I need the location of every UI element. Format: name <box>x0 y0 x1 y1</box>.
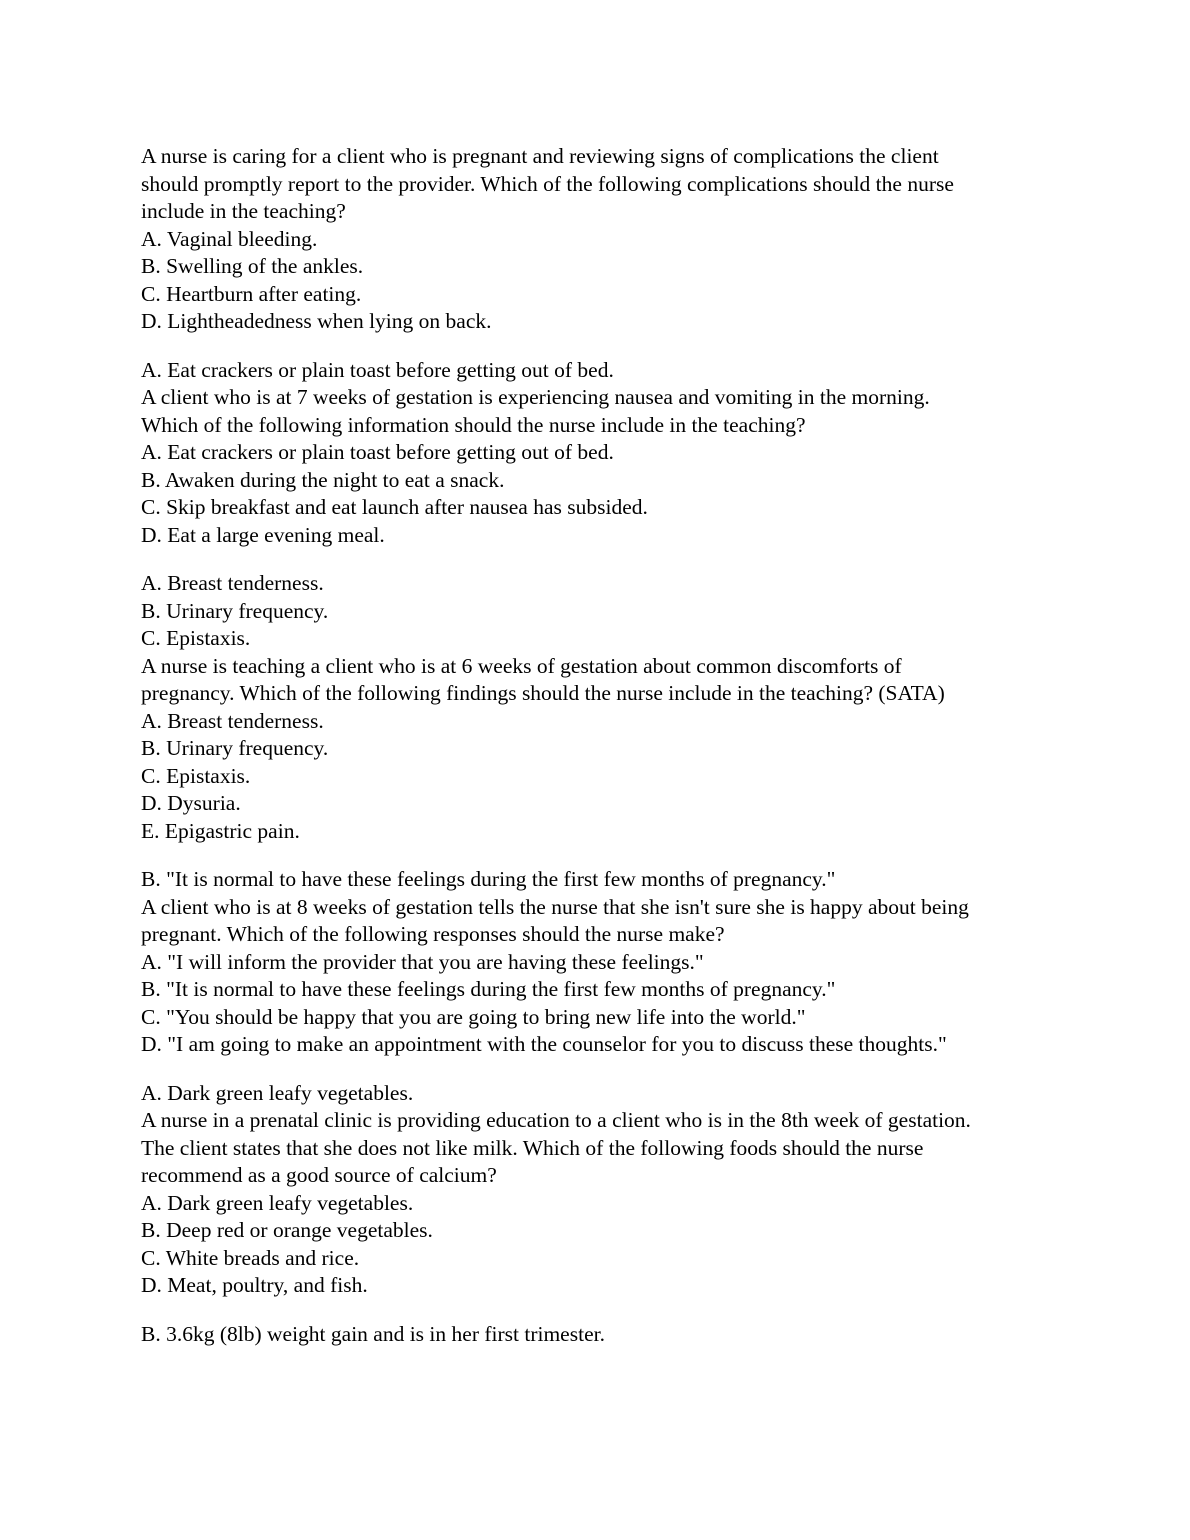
text-line: B. Deep red or orange vegetables. <box>141 1218 433 1242</box>
text-line: D. Eat a large evening meal. <box>141 522 385 547</box>
text-line: C. White breads and rice. <box>141 1245 360 1270</box>
text-line: A. Breast tenderness. <box>141 571 324 595</box>
text-line: recommend as a good source of calcium? <box>141 1163 497 1187</box>
text-line: A client who is at 7 weeks of gestation is experiencing nausea and vomiting in the morning. <box>141 385 930 409</box>
text-line: should promptly report to the provider. Which of the following complications should the nurse <box>141 171 954 196</box>
text-line: Which of the following information should the nurse include in the teaching? <box>141 412 806 437</box>
text-line: pregnant. Which of the following responses should the nurse make? <box>141 922 725 946</box>
text-line: pregnancy. Which of the following findings should the nurse include in the teaching? (SATA) <box>141 681 945 705</box>
text-line: A. Eat crackers or plain toast before getting out of bed. <box>141 440 614 464</box>
text-line: C. Skip breakfast and eat launch after nausea has subsided. <box>141 495 648 519</box>
text-line: D. "I am going to make an appointment with the counselor for you to discuss these thoughts." <box>141 1032 947 1056</box>
text-line: A nurse is caring for a client who is pregnant and reviewing signs of complications the client <box>141 144 939 168</box>
text-line: A. Breast tenderness. <box>141 708 324 733</box>
text-line: B. "It is normal to have these feelings during the first few months of pregnancy." <box>141 977 836 1001</box>
paragraph <box>141 866 1150 1059</box>
text-line: A nurse is teaching a client who is at 6 weeks of gestation about common discomforts of <box>141 653 902 678</box>
text-line: The client states that she does not like milk. Which of the following foods should the nurse <box>141 1135 924 1160</box>
text-line: C. Epistaxis. <box>141 626 251 650</box>
text-line: A nurse in a prenatal clinic is providing education to a client who is in the 8th week of gestation. <box>141 1108 971 1132</box>
paragraph <box>141 143 1150 336</box>
text-line: D. Lightheadedness when lying on back. <box>141 309 492 333</box>
text-line: C. Heartburn after eating. <box>141 281 362 306</box>
paragraph <box>141 357 1150 550</box>
text-line: B. Urinary frequency. <box>141 736 329 760</box>
text-line: A. Dark green leafy vegetables. <box>141 1080 414 1105</box>
paragraph <box>141 1080 1150 1300</box>
text-line: B. Awaken during the night to eat a snack. <box>141 467 505 492</box>
text-line: E. Epigastric pain. <box>141 818 300 843</box>
text-line: A. "I will inform the provider that you are having these feelings." <box>141 949 704 974</box>
text-line: B. Swelling of the ankles. <box>141 254 364 278</box>
text-line: B. "It is normal to have these feelings during the first few months of pregnancy." <box>141 867 836 891</box>
text-line: B. Urinary frequency. <box>141 598 329 623</box>
text-line: A. Dark green leafy vegetables. <box>141 1190 414 1215</box>
paragraph <box>141 570 1150 845</box>
text-line: include in the teaching? <box>141 199 346 223</box>
text-line: A. Vaginal bleeding. <box>141 226 318 251</box>
text-line: C. Epistaxis. <box>141 763 251 788</box>
text-line: C. "You should be happy that you are going to bring new life into the world." <box>141 1004 806 1029</box>
text-line: D. Meat, poultry, and fish. <box>141 1273 368 1297</box>
document-content <box>141 143 1150 1348</box>
text-line: B. 3.6kg (8lb) weight gain and is in her first trimester. <box>141 1321 605 1346</box>
text-line: A client who is at 8 weeks of gestation tells the nurse that she isn't sure she is happy about being <box>141 894 969 919</box>
paragraph <box>141 1321 1150 1349</box>
text-line: A. Eat crackers or plain toast before getting out of bed. <box>141 357 614 382</box>
text-line: D. Dysuria. <box>141 791 241 815</box>
